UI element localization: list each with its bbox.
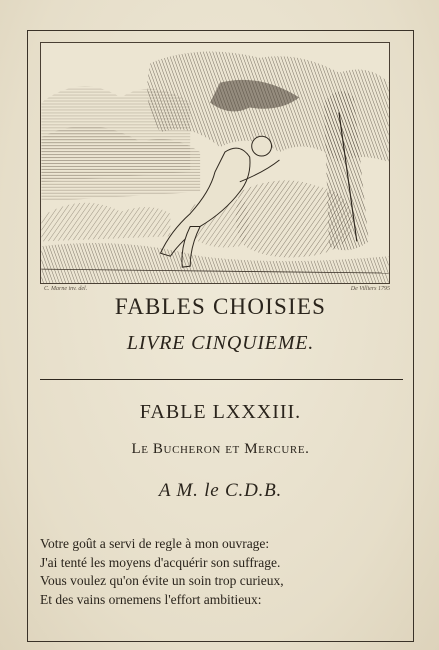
engraved-illustration: [40, 42, 390, 284]
verse-line: Vous voulez qu'on évite un soin trop curieux,: [40, 573, 284, 588]
verse-block: [40, 535, 400, 609]
illustrator-credit: C. Marne inv. del.: [44, 286, 88, 292]
verse-line: Et des vains ornemens l'effort ambitieux:: [40, 591, 262, 607]
divider-rule: [40, 379, 403, 380]
fable-title: Le Bucheron et Mercure.: [131, 441, 310, 457]
book-subtitle: LIVRE CINQUIEME.: [126, 332, 315, 354]
engraver-credit: De Villiers 1795: [350, 286, 390, 292]
book-title: FABLES CHOISIES: [114, 294, 327, 319]
verse-line: J'ai tenté les moyens d'acquérir son suffrage.: [40, 554, 281, 570]
fable-dedication: A M. le C.D.B.: [158, 480, 283, 501]
fable-number: FABLE LXXXIII.: [139, 401, 302, 423]
verse-line: Votre goût a servi de regle à mon ouvrage:: [40, 536, 270, 551]
